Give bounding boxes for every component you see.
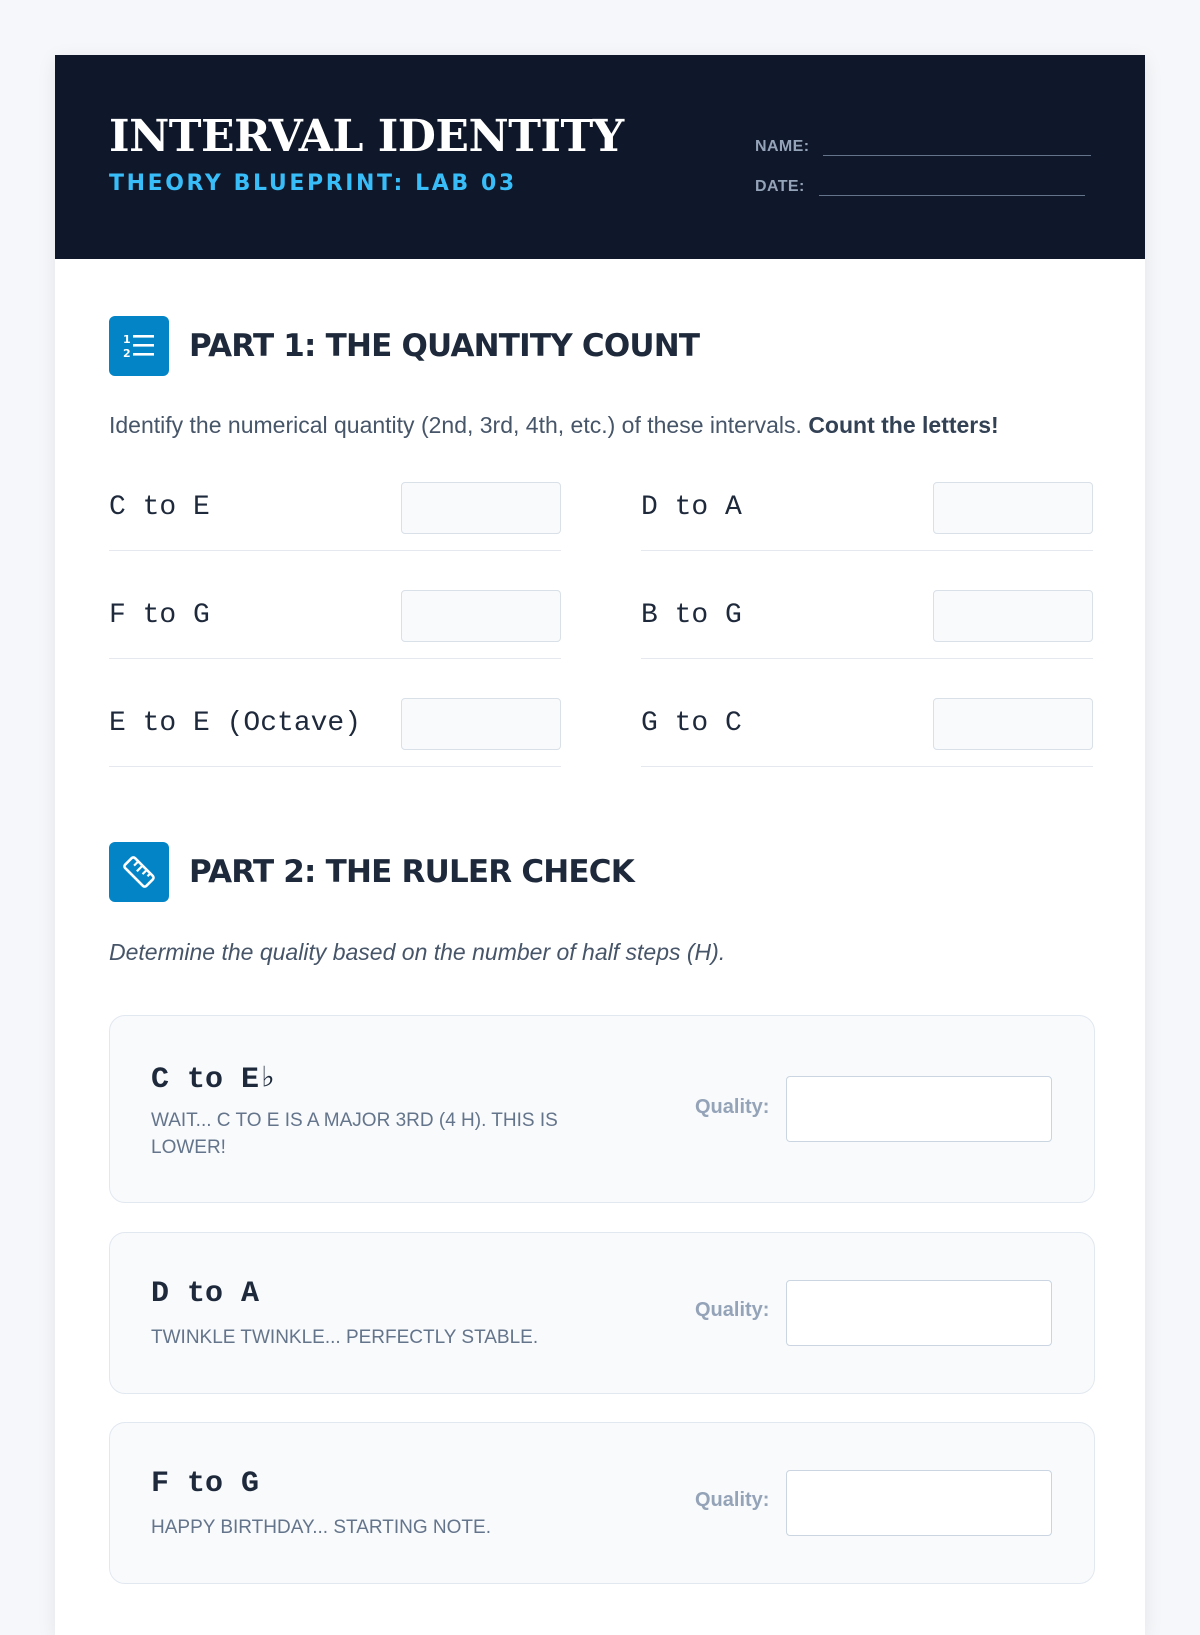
name-row [755,135,1091,156]
quantity-question [109,590,561,659]
quantity-question [641,482,1093,551]
date-label: DATE: [755,178,805,195]
numbered-list-icon [109,316,169,376]
quantity-answer-box[interactable] [933,482,1093,534]
quality-label: Quality: [695,1096,770,1118]
quality-card [109,1422,1095,1584]
quality-label: Quality: [695,1299,770,1321]
name-label: NAME: [755,138,810,155]
part1-instructions [109,412,999,439]
quality-answer-box[interactable] [786,1280,1052,1346]
quantity-question [109,482,561,551]
svg-text:2: 2 [123,347,131,360]
interval-text: B to G [641,600,742,631]
part1-instructions-text: Identify the numerical quantity (2nd, 3rd, 4th, etc.) of these intervals. [109,412,802,438]
quantity-question [641,590,1093,659]
interval-text: E to E (Octave) [109,708,362,739]
quantity-answer-box[interactable] [401,482,561,534]
quality-label: Quality: [695,1489,770,1511]
ruler-icon [109,842,169,902]
part2-title: PART 2: THE RULER CHECK [189,854,634,890]
quantity-answer-box[interactable] [401,698,561,750]
card-hint: WAIT... C TO E IS A MAJOR 3RD (4 H). THIS IS LOWER! [151,1110,558,1158]
svg-text:1: 1 [123,333,131,346]
part2-heading [109,842,634,902]
card-hint: TWINKLE TWINKLE... PERFECTLY STABLE. [151,1327,539,1348]
part1-title: PART 1: THE QUANTITY COUNT [189,328,700,364]
quantity-question [109,698,561,767]
worksheet-header [55,55,1145,259]
quantity-question [641,698,1093,767]
part2-instructions: Determine the quality based on the number of half steps (H). [109,939,726,965]
card-interval: C to E♭ [151,1063,278,1097]
part1-heading [109,316,699,376]
quality-card [109,1015,1095,1203]
interval-text: G to C [641,708,742,739]
interval-text: F to G [109,600,210,631]
interval-text: C to E [109,492,210,523]
card-hint: HAPPY BIRTHDAY... STARTING NOTE. [151,1517,491,1538]
card-interval: D to A [151,1277,260,1311]
worksheet [55,55,1145,1635]
date-row [755,175,1085,196]
quality-answer-box[interactable] [786,1076,1052,1142]
part1-instructions-emphasis: Count the letters! [808,412,999,438]
card-interval: F to G [151,1467,260,1501]
date-field[interactable] [819,175,1085,196]
quantity-answer-box[interactable] [933,698,1093,750]
quality-answer-box[interactable] [786,1470,1052,1536]
interval-text: D to A [641,492,742,523]
worksheet-subtitle: THEORY BLUEPRINT: LAB 03 [109,171,517,196]
name-field[interactable] [823,135,1091,156]
quality-card [109,1232,1095,1394]
quantity-answer-box[interactable] [933,590,1093,642]
quantity-answer-box[interactable] [401,590,561,642]
worksheet-title: INTERVAL IDENTITY [109,111,624,162]
